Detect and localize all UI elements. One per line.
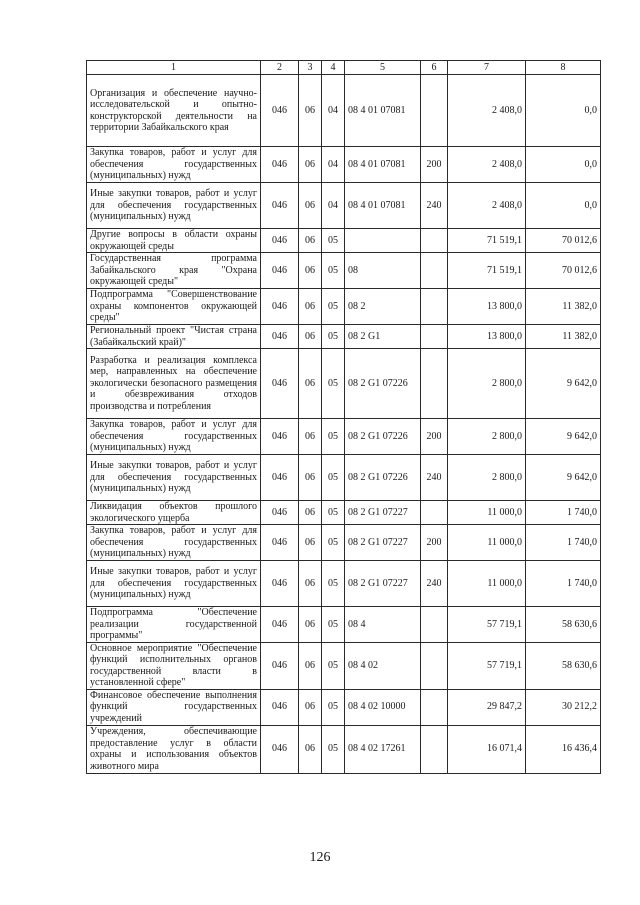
subsection-code: 05 (322, 419, 345, 455)
expense-type-code (421, 643, 448, 690)
line-item-name: Закупка товаров, работ и услуг для обеспечения государственных (муниципальных) нужд (87, 419, 261, 455)
amount-year-1: 13 800,0 (448, 325, 526, 349)
target-article-code: 08 2 G1 07226 (345, 455, 421, 501)
amount-year-2: 0,0 (526, 147, 601, 183)
ministry-code: 046 (261, 725, 299, 773)
subsection-code: 05 (322, 643, 345, 690)
column-header: 1 (87, 61, 261, 75)
table-row (87, 501, 601, 525)
amount-year-2: 9 642,0 (526, 455, 601, 501)
amount-year-1: 2 800,0 (448, 349, 526, 419)
section-code: 06 (299, 253, 322, 289)
target-article-code (345, 229, 421, 253)
target-article-code: 08 2 G1 07226 (345, 349, 421, 419)
target-article-code: 08 4 01 07081 (345, 183, 421, 229)
table-row (87, 525, 601, 561)
line-item-name: Ликвидация объектов прошлого экологического ущерба (87, 501, 261, 525)
section-code: 06 (299, 349, 322, 419)
section-code: 06 (299, 525, 322, 561)
expense-type-code (421, 501, 448, 525)
amount-year-1: 29 847,2 (448, 689, 526, 725)
table-row (87, 643, 601, 690)
section-code: 06 (299, 419, 322, 455)
table-row (87, 725, 601, 773)
table-row (87, 607, 601, 643)
line-item-name: Подпрограмма "Обеспечение реализации государственной программы" (87, 607, 261, 643)
ministry-code: 046 (261, 561, 299, 607)
line-item-name: Иные закупки товаров, работ и услуг для обеспечения государственных (муниципальных) нужд (87, 455, 261, 501)
table-row (87, 455, 601, 501)
ministry-code: 046 (261, 229, 299, 253)
expense-type-code (421, 75, 448, 147)
subsection-code: 05 (322, 501, 345, 525)
expense-type-code: 240 (421, 455, 448, 501)
ministry-code: 046 (261, 183, 299, 229)
expense-type-code: 240 (421, 561, 448, 607)
ministry-code: 046 (261, 455, 299, 501)
subsection-code: 05 (322, 725, 345, 773)
target-article-code: 08 4 02 10000 (345, 689, 421, 725)
budget-table (86, 60, 601, 774)
ministry-code: 046 (261, 75, 299, 147)
target-article-code: 08 2 G1 07227 (345, 525, 421, 561)
ministry-code: 046 (261, 607, 299, 643)
amount-year-2: 16 436,4 (526, 725, 601, 773)
section-code: 06 (299, 643, 322, 690)
table-row (87, 289, 601, 325)
section-code: 06 (299, 229, 322, 253)
section-code: 06 (299, 607, 322, 643)
target-article-code: 08 2 G1 07227 (345, 561, 421, 607)
subsection-code: 04 (322, 147, 345, 183)
line-item-name: Подпрограмма "Совершенствование охраны компонентов окружающей среды" (87, 289, 261, 325)
amount-year-1: 13 800,0 (448, 289, 526, 325)
line-item-name: Другие вопросы в области охраны окружающей среды (87, 229, 261, 253)
amount-year-2: 9 642,0 (526, 419, 601, 455)
target-article-code: 08 4 01 07081 (345, 147, 421, 183)
amount-year-1: 57 719,1 (448, 643, 526, 690)
section-code: 06 (299, 325, 322, 349)
expense-type-code: 200 (421, 419, 448, 455)
amount-year-2: 11 382,0 (526, 289, 601, 325)
column-header: 2 (261, 61, 299, 75)
expense-type-code (421, 229, 448, 253)
ministry-code: 046 (261, 253, 299, 289)
ministry-code: 046 (261, 325, 299, 349)
subsection-code: 04 (322, 183, 345, 229)
line-item-name: Региональный проект "Чистая страна (Забайкальский край)" (87, 325, 261, 349)
section-code: 06 (299, 501, 322, 525)
line-item-name: Государственная программа Забайкальского края "Охрана окружающей среды" (87, 253, 261, 289)
amount-year-2: 9 642,0 (526, 349, 601, 419)
amount-year-2: 0,0 (526, 183, 601, 229)
amount-year-1: 2 408,0 (448, 147, 526, 183)
section-code: 06 (299, 75, 322, 147)
subsection-code: 05 (322, 325, 345, 349)
target-article-code: 08 2 (345, 289, 421, 325)
amount-year-1: 57 719,1 (448, 607, 526, 643)
subsection-code: 05 (322, 607, 345, 643)
line-item-name: Финансовое обеспечение выполнения функций государственных учреждений (87, 689, 261, 725)
expense-type-code: 200 (421, 147, 448, 183)
amount-year-1: 71 519,1 (448, 253, 526, 289)
table-row (87, 419, 601, 455)
page-number: 126 (309, 850, 331, 865)
column-header: 4 (322, 61, 345, 75)
amount-year-2: 1 740,0 (526, 501, 601, 525)
target-article-code: 08 2 G1 07226 (345, 419, 421, 455)
section-code: 06 (299, 147, 322, 183)
amount-year-2: 58 630,6 (526, 643, 601, 690)
subsection-code: 05 (322, 229, 345, 253)
line-item-name: Основное мероприятие "Обеспечение функций исполнительных органов государственной власти в установленной сфере" (87, 643, 261, 690)
amount-year-1: 2 408,0 (448, 183, 526, 229)
amount-year-2: 70 012,6 (526, 229, 601, 253)
amount-year-1: 71 519,1 (448, 229, 526, 253)
column-header: 6 (421, 61, 448, 75)
section-code: 06 (299, 289, 322, 325)
amount-year-1: 11 000,0 (448, 525, 526, 561)
amount-year-1: 2 800,0 (448, 419, 526, 455)
target-article-code: 08 2 G1 07227 (345, 501, 421, 525)
line-item-name: Разработка и реализация комплекса мер, направленных на обеспечение экологически безопасного размещения и обезвреживания отходов производства и потребления (87, 349, 261, 419)
amount-year-2: 58 630,6 (526, 607, 601, 643)
amount-year-1: 11 000,0 (448, 561, 526, 607)
expense-type-code (421, 689, 448, 725)
column-header: 3 (299, 61, 322, 75)
line-item-name: Учреждения, обеспечивающие предоставление услуг в области охраны и использования объектов животного мира (87, 725, 261, 773)
expense-type-code (421, 725, 448, 773)
amount-year-1: 2 408,0 (448, 75, 526, 147)
amount-year-2: 1 740,0 (526, 525, 601, 561)
table-row (87, 147, 601, 183)
table-row (87, 325, 601, 349)
expense-type-code (421, 253, 448, 289)
ministry-code: 046 (261, 689, 299, 725)
section-code: 06 (299, 183, 322, 229)
table-body (87, 75, 601, 774)
table-row (87, 349, 601, 419)
expense-type-code (421, 289, 448, 325)
section-code: 06 (299, 689, 322, 725)
amount-year-2: 0,0 (526, 75, 601, 147)
line-item-name: Организация и обеспечение научно-исследовательской и опытно-конструкторской деятельности на территории Забайкальского края (87, 75, 261, 147)
ministry-code: 046 (261, 525, 299, 561)
target-article-code: 08 (345, 253, 421, 289)
amount-year-1: 11 000,0 (448, 501, 526, 525)
line-item-name: Иные закупки товаров, работ и услуг для обеспечения государственных (муниципальных) нужд (87, 183, 261, 229)
subsection-code: 05 (322, 525, 345, 561)
line-item-name: Иные закупки товаров, работ и услуг для обеспечения государственных (муниципальных) нужд (87, 561, 261, 607)
amount-year-2: 1 740,0 (526, 561, 601, 607)
expense-type-code (421, 325, 448, 349)
subsection-code: 05 (322, 349, 345, 419)
table-row (87, 75, 601, 147)
amount-year-2: 11 382,0 (526, 325, 601, 349)
line-item-name: Закупка товаров, работ и услуг для обеспечения государственных (муниципальных) нужд (87, 525, 261, 561)
header-row (87, 61, 601, 75)
table-row (87, 229, 601, 253)
amount-year-1: 16 071,4 (448, 725, 526, 773)
table-row (87, 183, 601, 229)
target-article-code: 08 4 (345, 607, 421, 643)
target-article-code: 08 4 02 17261 (345, 725, 421, 773)
expense-type-code: 200 (421, 525, 448, 561)
column-header: 5 (345, 61, 421, 75)
table-row (87, 253, 601, 289)
target-article-code: 08 2 G1 (345, 325, 421, 349)
expense-type-code: 240 (421, 183, 448, 229)
expense-type-code (421, 607, 448, 643)
section-code: 06 (299, 455, 322, 501)
ministry-code: 046 (261, 147, 299, 183)
subsection-code: 05 (322, 689, 345, 725)
table-row (87, 561, 601, 607)
section-code: 06 (299, 561, 322, 607)
ministry-code: 046 (261, 419, 299, 455)
amount-year-2: 70 012,6 (526, 253, 601, 289)
subsection-code: 05 (322, 455, 345, 501)
amount-year-2: 30 212,2 (526, 689, 601, 725)
subsection-code: 04 (322, 75, 345, 147)
table-row (87, 689, 601, 725)
column-header: 7 (448, 61, 526, 75)
target-article-code: 08 4 01 07081 (345, 75, 421, 147)
ministry-code: 046 (261, 289, 299, 325)
amount-year-1: 2 800,0 (448, 455, 526, 501)
ministry-code: 046 (261, 501, 299, 525)
ministry-code: 046 (261, 643, 299, 690)
subsection-code: 05 (322, 253, 345, 289)
ministry-code: 046 (261, 349, 299, 419)
column-header: 8 (526, 61, 601, 75)
target-article-code: 08 4 02 (345, 643, 421, 690)
subsection-code: 05 (322, 561, 345, 607)
section-code: 06 (299, 725, 322, 773)
expense-type-code (421, 349, 448, 419)
line-item-name: Закупка товаров, работ и услуг для обеспечения государственных (муниципальных) нужд (87, 147, 261, 183)
subsection-code: 05 (322, 289, 345, 325)
